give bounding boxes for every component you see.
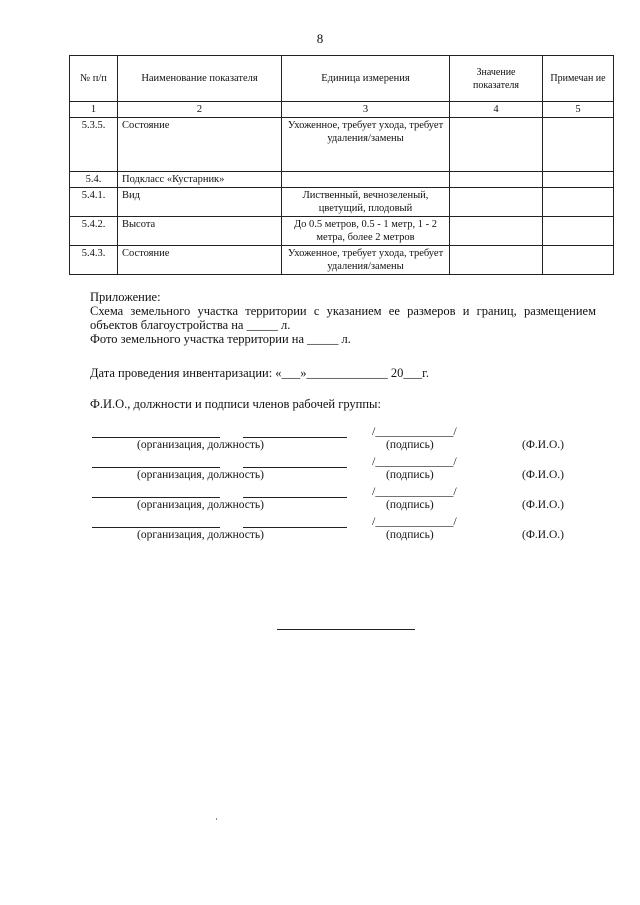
column-number: 5 [543, 102, 614, 118]
row-unit: Лиственный, вечнозеленый, цветущий, плодовый [282, 188, 450, 217]
organization-caption: (организация, должность) [137, 499, 264, 511]
row-number: 5.3.5. [70, 118, 118, 172]
header-number: № п/п [70, 56, 118, 102]
signature-field: /_____________/ [372, 484, 457, 498]
row-name: Состояние [118, 246, 282, 275]
row-name: Высота [118, 217, 282, 246]
column-number: 3 [282, 102, 450, 118]
row-note [543, 118, 614, 172]
position-line [243, 527, 347, 528]
row-name: Подкласс «Кустарник» [118, 172, 282, 188]
organization-caption: (организация, должность) [137, 439, 264, 451]
organization-caption: (организация, должность) [137, 529, 264, 541]
row-value [450, 172, 543, 188]
header-note: Примечан ие [543, 56, 614, 102]
name-caption: (Ф.И.О.) [522, 499, 564, 511]
row-number: 5.4. [70, 172, 118, 188]
signature-field: /_____________/ [372, 424, 457, 438]
signature-row [0, 486, 640, 516]
page-number: 8 [316, 31, 324, 46]
row-value [450, 246, 543, 275]
column-number: 4 [450, 102, 543, 118]
organization-line [92, 467, 220, 468]
appendix-section [90, 290, 596, 346]
position-line [243, 467, 347, 468]
table-row [70, 118, 614, 172]
column-number: 2 [118, 102, 282, 118]
header-unit: Единица измерения [282, 56, 450, 102]
table-row [70, 188, 614, 217]
row-unit: Ухоженное, требует ухода, требует удаления/замены [282, 246, 450, 275]
organization-caption: (организация, должность) [137, 469, 264, 481]
signature-caption: (подпись) [386, 529, 434, 541]
row-unit: Ухоженное, требует ухода, требует удаления/замены [282, 118, 450, 172]
signature-row [0, 456, 640, 486]
inventory-date-line: Дата проведения инвентаризации: «___»_____________ 20___г. [90, 366, 430, 380]
name-caption: (Ф.И.О.) [522, 469, 564, 481]
header-value: Значение показателя [450, 56, 543, 102]
indicators-table [69, 55, 614, 275]
organization-line [92, 437, 220, 438]
row-note [543, 246, 614, 275]
signature-row [0, 516, 640, 546]
column-number-row [70, 102, 614, 118]
row-name: Состояние [118, 118, 282, 172]
row-note [543, 217, 614, 246]
closing-rule [277, 629, 415, 630]
row-value [450, 217, 543, 246]
appendix-objects-line: объектов благоустройства на _____ л. [90, 318, 291, 332]
row-note [543, 172, 614, 188]
position-line [243, 437, 347, 438]
row-number: 5.4.2. [70, 217, 118, 246]
table-header-row [70, 56, 614, 102]
header-name: Наименование показателя [118, 56, 282, 102]
appendix-title: Приложение: [90, 290, 161, 304]
name-caption: (Ф.И.О.) [522, 439, 564, 451]
row-number: 5.4.1. [70, 188, 118, 217]
organization-line [92, 497, 220, 498]
position-line [243, 497, 347, 498]
members-heading: Ф.И.О., должности и подписи членов рабочей группы: [90, 397, 381, 411]
name-caption: (Ф.И.О.) [522, 529, 564, 541]
scan-speck [216, 818, 217, 820]
row-note [543, 188, 614, 217]
row-value [450, 188, 543, 217]
row-unit [282, 172, 450, 188]
signature-caption: (подпись) [386, 439, 434, 451]
row-name: Вид [118, 188, 282, 217]
row-value [450, 118, 543, 172]
column-number: 1 [70, 102, 118, 118]
row-number: 5.4.3. [70, 246, 118, 275]
row-unit: До 0.5 метров, 0.5 - 1 метр, 1 - 2 метра, более 2 метров [282, 217, 450, 246]
signature-row [0, 426, 640, 456]
table-row [70, 172, 614, 188]
signature-field: /_____________/ [372, 514, 457, 528]
signature-caption: (подпись) [386, 499, 434, 511]
table-row [70, 217, 614, 246]
appendix-photo-line: Фото земельного участка территории на _____ л. [90, 332, 351, 346]
organization-line [92, 527, 220, 528]
appendix-scheme-line: Схема земельного участка территории с указанием ее размеров и границ, размещением [90, 304, 596, 318]
signature-field: /_____________/ [372, 454, 457, 468]
table-row [70, 246, 614, 275]
signature-caption: (подпись) [386, 469, 434, 481]
